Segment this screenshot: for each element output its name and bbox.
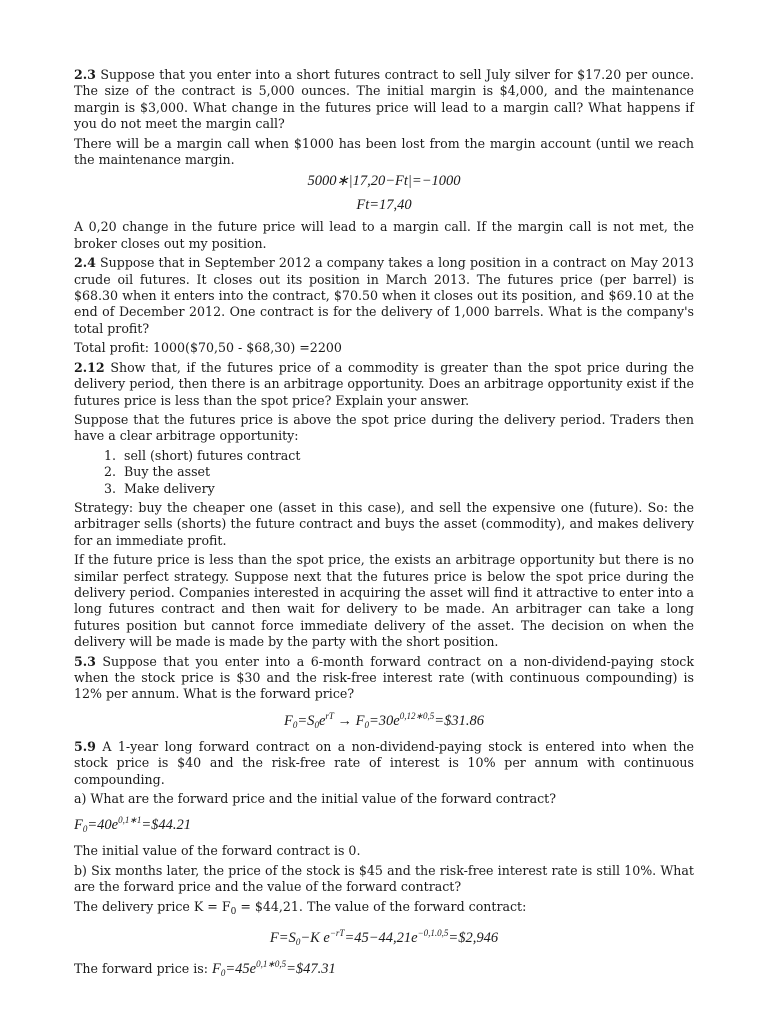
question-text: Show that, if the futures price of a commodity is greater than the spot price during the delivery period, then there is an arbitrage opportunity. Does an arbitrage opportunity exist if the futures price is less than the spot price? Explain your answer. bbox=[74, 359, 694, 408]
sub-question-a: a) What are the forward price and the initial value of the forward contract? bbox=[74, 791, 556, 807]
equation-margin: 5000∗|17,20−Ft|=−1000 bbox=[307, 173, 461, 190]
question-number: 2.12 bbox=[74, 359, 105, 375]
question-number: 5.3 bbox=[74, 653, 96, 669]
equation-forward-price-b: $F_0=45e^{0,1∗0,5}=\$47.31$ bbox=[211, 959, 336, 979]
question-number: 2.4 bbox=[74, 255, 96, 271]
equation-contract-value: $F=S_0-K$ $e^{-rT}=45-44,21e^{-0,1.0,5}=\$2,946$ bbox=[269, 928, 499, 948]
answer-paragraph: A 0,20 change in the future price will lead to a margin call. If the margin call is not met, the broker closes out my position. bbox=[74, 219, 694, 251]
question-number: 5.9 bbox=[74, 738, 96, 754]
question-number: 2.3 bbox=[74, 67, 96, 82]
list-item: 1. sell (short) futures contract bbox=[120, 448, 694, 464]
equation-forward-price: $F_0=S_0e^{rT}$ → $F_0=30e^{0,12∗0,5}=\$31.86$ bbox=[284, 710, 484, 730]
question-2-12 bbox=[74, 360, 694, 409]
list-item: 2. Buy the asset bbox=[120, 464, 694, 480]
question-text: A 1-year long forward contract on a non-dividend-paying stock is entered into when the stock price is $40 and the risk-free rate of interest is 10% per annum with continuous compounding. bbox=[74, 738, 694, 787]
equation-forward-price-a: $F_0=40e^{0,1∗1}=\$44.21$ bbox=[74, 815, 192, 835]
list-item: 3. Make delivery bbox=[120, 481, 694, 497]
question-5-9 bbox=[74, 739, 694, 788]
sub-question-b: b) Six months later, the price of the stock is $45 and the risk-free interest rate is still 10%. What are the forward price and the value of the forward contract? bbox=[74, 862, 694, 895]
question-text: Suppose that you enter into a 6-month forward contract on a non-dividend-paying stock when the stock price is $30 and the risk-free interest rate (with continuous compounding) is 12% per annum. What is the forward price? bbox=[74, 653, 694, 702]
answer-paragraph: There will be a margin call when $1000 has been lost from the margin account (until we reach the maintenance margin. bbox=[74, 135, 694, 168]
question-2-3 bbox=[74, 67, 694, 133]
answer-paragraph: Strategy: buy the cheaper one (asset in this case), and sell the expensive one (future). So: the arbitrager sells (shorts) the future contract and buys the asset (commodity), and makes delivery for an immediate profit. bbox=[74, 499, 694, 548]
question-2-4 bbox=[74, 255, 694, 337]
arbitrage-steps-list bbox=[74, 448, 694, 497]
answer-paragraph: The delivery price $K = F_0$ = $44,21. The value of the forward contract: bbox=[74, 898, 527, 917]
answer-paragraph: If the future price is less than the spot price, the exists an arbitrage opportunity but there is no similar perfect strategy. Suppose next that the futures price is below the spot price during the delivery period. Companies interested in acquiring the asset will find it attractive to enter into a long futures contract and then wait for delivery to be made. An arbitrager can take a long futures position but cannot force immediate delivery of the asset. The decision on when the delivery will be made is made by the party with the short position. bbox=[74, 552, 694, 650]
question-text: Suppose that you enter into a short futures contract to sell July silver for $17.20 per ounce. The size of the contract is 5,000 ounces. The initial margin is $4,000, and the maintenance margin is $3,000. What change in the futures price will lead to a margin call? What happens if you do not meet the margin call? bbox=[74, 67, 694, 132]
question-text: Suppose that in September 2012 a company takes a long position in a contract on May 2013 crude oil futures. It closes out its position in March 2013. The futures price (per barrel) is $68.30 when it enters into the contract, $70.50 when it closes out its position, and $69.10 at the end of December 2012. One contract is for the delivery of 1,000 barrels. What is the company's total profit? bbox=[74, 255, 694, 336]
answer-paragraph: The initial value of the forward contract is 0. bbox=[74, 843, 361, 859]
question-5-3 bbox=[74, 654, 694, 703]
equation-ft: Ft=17,40 bbox=[356, 197, 412, 214]
answer-paragraph: Total profit: 1000($70,50 - $68,30) =2200 bbox=[74, 340, 342, 356]
answer-paragraph: Suppose that the futures price is above the spot price during the delivery period. Traders then have a clear arbitrage opportunity: bbox=[74, 411, 694, 444]
answer-paragraph: The forward price is: $F_0=45e^{0,1∗0,5}=\$47.31$ bbox=[74, 959, 336, 979]
